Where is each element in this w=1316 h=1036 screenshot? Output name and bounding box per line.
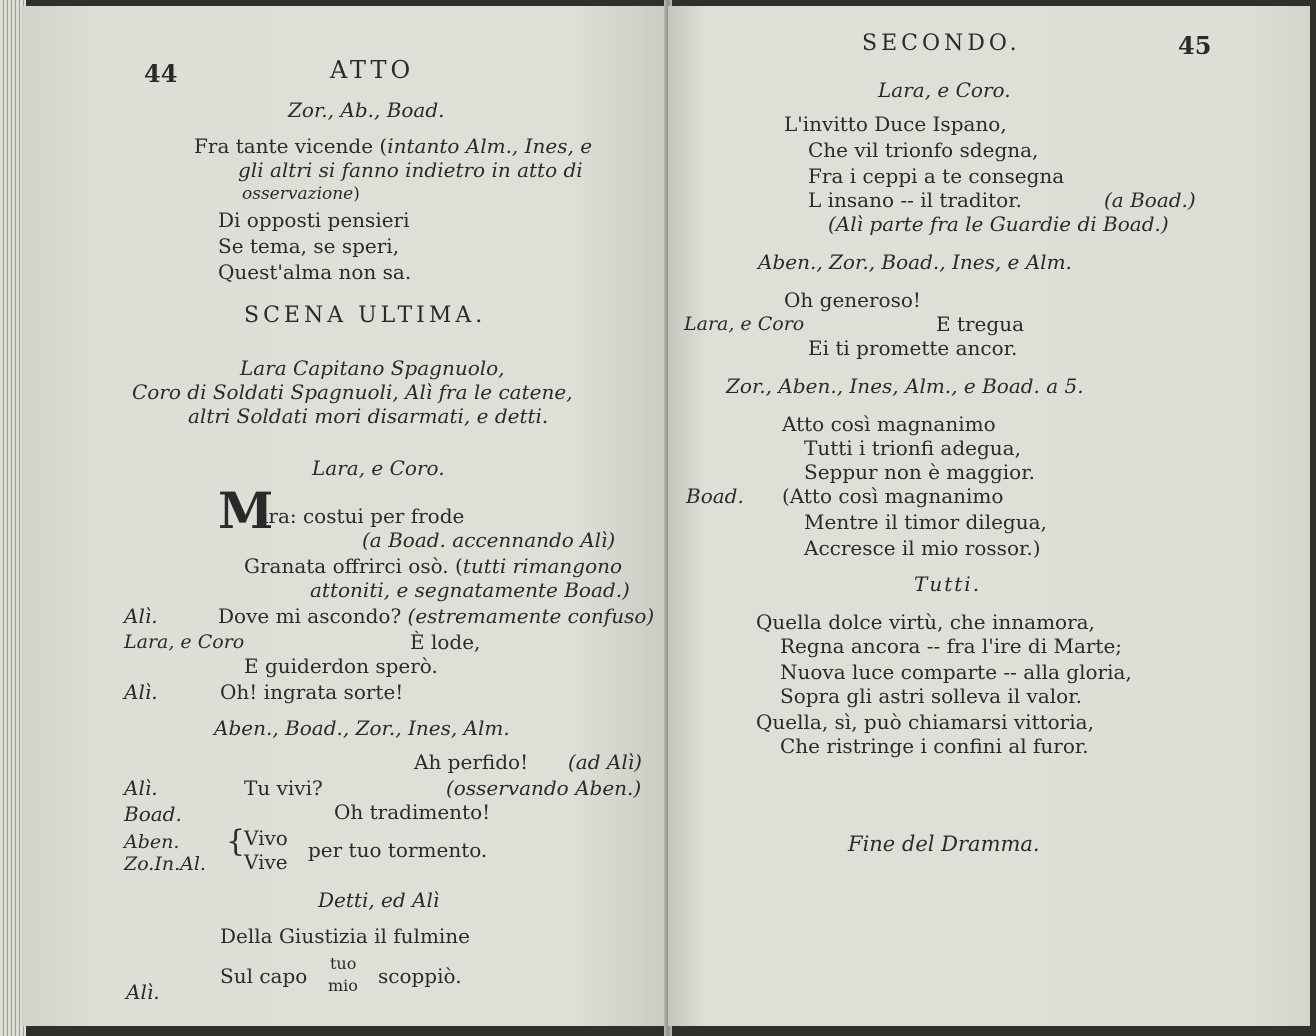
verse-line: Accresce il mio rossor.) <box>804 536 1041 560</box>
page-number: 45 <box>1178 31 1212 60</box>
stage-direction: (a Boad. accennando Alì) <box>362 528 616 552</box>
verse-line: Atto così magnanimo <box>782 412 996 436</box>
verse-word: Sul capo <box>220 964 308 988</box>
speaker-label: Alì. <box>126 980 160 1004</box>
speaker-label: Alì. <box>124 604 158 628</box>
scene-title: SCENA ULTIMA. <box>244 303 487 328</box>
verse-line: Che ristringe i confini al furor. <box>780 734 1089 758</box>
stage-direction: (a Boad.) <box>1104 188 1196 212</box>
speakers-heading: Tutti. <box>914 572 982 596</box>
verse-word: scoppiò. <box>378 964 462 988</box>
verse-line: Nuova luce comparte -- alla gloria, <box>780 660 1132 684</box>
verse-word: tuo <box>330 954 357 973</box>
verse-text: Fra tante vicende ( <box>194 134 388 158</box>
verse-word: mio <box>328 976 358 995</box>
scene-description: Coro di Soldati Spagnuoli, Alì fra le catene, <box>132 380 573 404</box>
speaker-label: Alì. <box>124 680 158 704</box>
verse-line: L'invitto Duce Ispano, <box>784 112 1007 136</box>
verse-line: Tu vivi? <box>244 776 323 800</box>
verse-line <box>218 604 654 628</box>
scene-description: Lara Capitano Spagnuolo, <box>240 356 505 380</box>
verse-word: Vive <box>244 850 288 874</box>
right-page <box>668 6 1310 1026</box>
verse-line: Se tema, se speri, <box>218 234 400 258</box>
verse-text: Dove mi ascondo? <box>218 604 402 628</box>
fine-del-dramma: Fine del Dramma. <box>848 832 1040 856</box>
verse-line: Oh! ingrata sorte! <box>220 680 404 704</box>
left-page <box>22 6 668 1026</box>
verse-line: Oh tradimento! <box>334 800 491 824</box>
speakers-heading: Lara, e Coro. <box>878 78 1011 102</box>
verse-line: E guiderdon sperò. <box>244 654 438 678</box>
verse-line: Che vil trionfo sdegna, <box>808 138 1039 162</box>
running-head: ATTO <box>330 56 415 84</box>
verse-line <box>414 750 528 774</box>
speaker-label: Lara, e Coro <box>124 631 245 653</box>
speaker-label: Alì. <box>124 776 158 800</box>
drop-cap: M <box>218 481 274 540</box>
stage-direction: (estremamente confuso) <box>407 604 655 628</box>
speaker-label: Boad. <box>686 484 744 508</box>
speakers-heading: Lara, e Coro. <box>312 456 445 480</box>
brace: { <box>226 824 246 859</box>
scene-description: altri Soldati mori disarmati, e detti. <box>188 404 549 428</box>
verse-line: E tregua <box>936 312 1024 336</box>
speakers-heading: Aben., Boad., Zor., Ines, Alm. <box>214 716 510 740</box>
verse-line: Regna ancora -- fra l'ire di Marte; <box>780 634 1123 658</box>
verse-line: Sopra gli astri solleva il valor. <box>780 684 1082 708</box>
verse-word: Vivo <box>244 826 288 850</box>
verse-text: ) <box>353 184 360 204</box>
stage-direction: attoniti, e segnatamente Boad.) <box>310 578 630 602</box>
speaker-label: Aben. <box>124 831 180 853</box>
stage-direction: (ad Alì) <box>568 750 642 774</box>
verse-line: Quella dolce virtù, che innamora, <box>756 610 1095 634</box>
speakers-heading: Aben., Zor., Boad., Ines, e Alm. <box>758 250 1072 274</box>
speaker-label: Zo.In.Al. <box>124 853 206 875</box>
verse-line: L insano -- il traditor. <box>808 188 1022 212</box>
verse-line: Di opposti pensieri <box>218 208 410 232</box>
stage-direction: (Alì parte fra le Guardie di Boad.) <box>828 212 1169 236</box>
page-number: 44 <box>144 59 178 88</box>
verse-text: Granata offrirci osò. ( <box>244 554 463 578</box>
verse-line: Seppur non è maggior. <box>804 460 1035 484</box>
stage-direction: (osservando Aben.) <box>446 776 642 800</box>
verse-line: È lode, <box>410 630 481 654</box>
stage-direction: osservazione <box>242 184 354 204</box>
speaker-label: Lara, e Coro <box>684 313 805 335</box>
stage-direction: tutti rimangono <box>462 554 623 578</box>
verse-line <box>242 182 360 206</box>
verse-line: per tuo tormento. <box>308 838 488 862</box>
speakers-heading: Zor., Ab., Boad. <box>288 98 445 122</box>
verse-line: (Atto così magnanimo <box>782 484 1004 508</box>
stage-direction: gli altri si fanno indietro in atto di <box>238 158 583 182</box>
verse-line: ira: costui per frode <box>262 504 465 528</box>
verse-line: Quest'alma non sa. <box>218 260 412 284</box>
verse-text: Ah perfido! <box>414 750 529 774</box>
verse-line: Tutti i trionfi adegua, <box>804 436 1021 460</box>
verse-line: Ei ti promette ancor. <box>808 336 1018 360</box>
verse-line: Quella, sì, può chiamarsi vittoria, <box>756 710 1094 734</box>
verse-line <box>194 134 592 158</box>
verse-line: Fra i ceppi a te consegna <box>808 164 1065 188</box>
speakers-heading: Zor., Aben., Ines, Alm., e Boad. a 5. <box>726 374 1084 398</box>
running-head: SECONDO. <box>862 31 1021 56</box>
verse-line: Mentre il timor dilegua, <box>804 510 1047 534</box>
speakers-heading: Detti, ed Alì <box>318 888 440 912</box>
verse-line: Della Giustizia il fulmine <box>220 924 471 948</box>
speaker-label: Boad. <box>124 802 182 826</box>
verse-line <box>244 554 622 578</box>
verse-line: Oh generoso! <box>784 288 921 312</box>
stage-direction: intanto Alm., Ines, e <box>387 134 593 158</box>
